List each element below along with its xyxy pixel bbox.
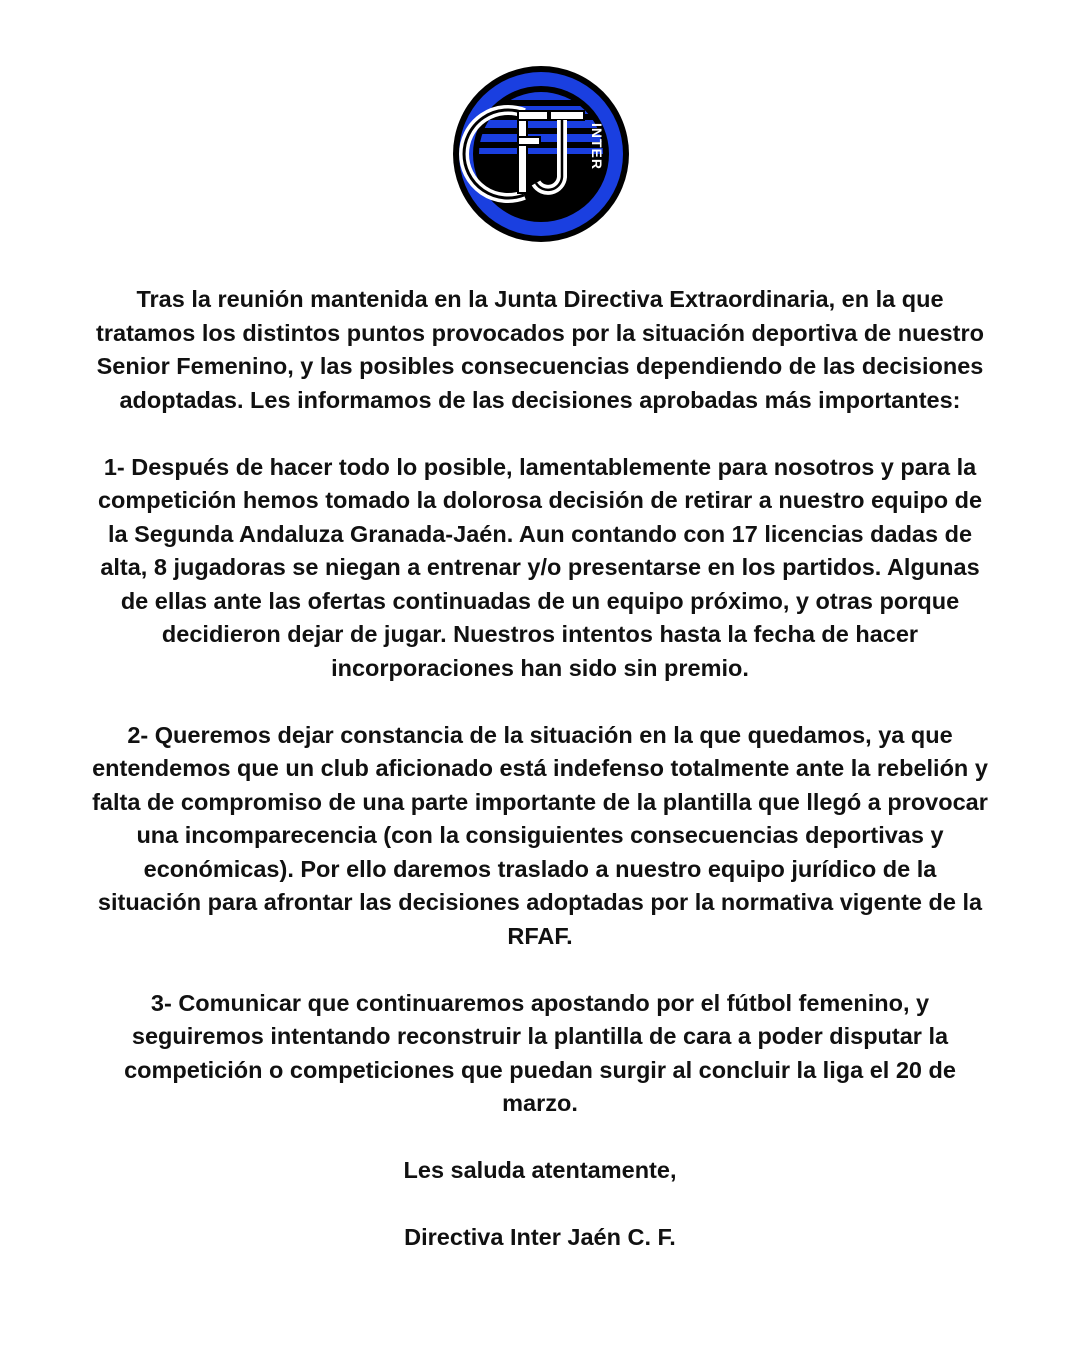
- text-line: de ellas ante las ofertas continuadas de un equipo próximo, y otras porque: [120, 587, 960, 614]
- text-line: RFAF.: [507, 922, 573, 949]
- intro-paragraph: [40, 283, 1040, 417]
- text-line: económicas). Por ello daremos traslado a nuestro equipo jurídico de la: [143, 855, 937, 882]
- point-1-paragraph: [40, 451, 1040, 686]
- point-2-paragraph: [40, 719, 1040, 954]
- text-line: situación para afrontar las decisiones adoptadas por la normativa vigente de la: [97, 889, 983, 915]
- closing-line: [40, 1154, 1040, 1188]
- text-line: entendemos que un club aficionado está indefenso totalmente ante la rebelión y: [92, 755, 988, 781]
- text-line: seguiremos intentando reconstruir la plantilla de cara a poder disputar la: [131, 1023, 949, 1049]
- text-line: tratamos los distintos puntos provocados por la situación deportiva de nuestro: [96, 319, 984, 346]
- text-line: falta de compromiso de una parte importante de la plantilla que llegó a provocar: [92, 788, 988, 815]
- text-line: marzo.: [502, 1090, 578, 1116]
- text-line: competición o competiciones que puedan surgir al concluir la liga el 20 de: [124, 1056, 956, 1083]
- signature-text: Directiva Inter Jaén C. F.: [404, 1224, 676, 1250]
- text-line: la Segunda Andaluza Granada-Jaén. Aun contando con 17 licencias dadas de: [107, 520, 973, 547]
- closing-text: Les saluda atentamente,: [403, 1157, 677, 1183]
- text-line: 2- Queremos dejar constancia de la situación en la que quedamos, ya que: [127, 721, 953, 748]
- club-crest-icon: [452, 65, 630, 243]
- statement: [40, 283, 1040, 1288]
- text-line: 1- Después de hacer todo lo posible, lamentablemente para nosotros y para la: [103, 453, 977, 480]
- club-logo: [452, 65, 630, 243]
- point-3-paragraph: [40, 987, 1040, 1121]
- text-line: adoptadas. Les informamos de las decisiones aprobadas más importantes:: [119, 386, 961, 413]
- text-line: Senior Femenino, y las posibles consecuencias dependiendo de las decisiones: [96, 353, 984, 379]
- logo-text: INTER: [589, 123, 605, 170]
- text-line: competición hemos tomado la dolorosa decisión de retirar a nuestro equipo de: [97, 487, 983, 513]
- text-line: incorporaciones han sido sin premio.: [331, 654, 749, 681]
- signature-line: [40, 1221, 1040, 1255]
- text-line: 3- Comunicar que continuaremos apostando por el fútbol femenino, y: [150, 989, 930, 1016]
- text-line: decidieron dejar de jugar. Nuestros intentos hasta la fecha de hacer: [161, 621, 919, 647]
- text-line: alta, 8 jugadoras se niegan a entrenar y/o presentarse en los partidos. Algunas: [100, 554, 980, 580]
- text-line: una incomparecencia (con la consiguientes consecuencias deportivas y: [136, 822, 944, 848]
- text-line: Tras la reunión mantenida en la Junta Directiva Extraordinaria, en la que: [136, 286, 944, 312]
